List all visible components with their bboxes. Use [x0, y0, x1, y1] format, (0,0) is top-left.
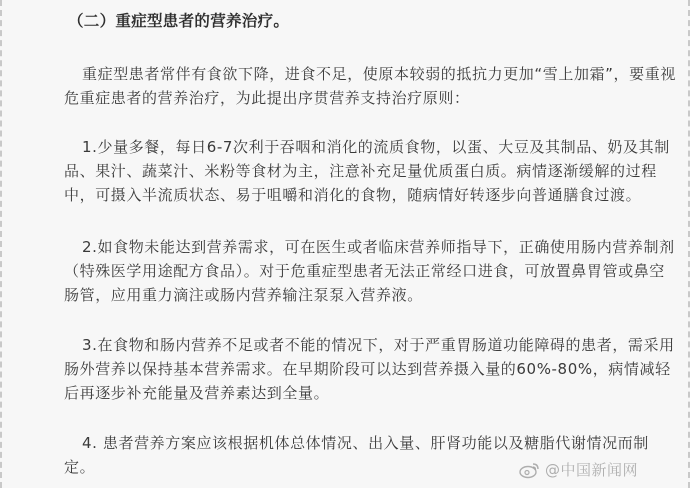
intro-paragraph	[64, 62, 676, 110]
watermark-text: @中国新闻网	[544, 461, 638, 479]
guideline-item-3	[64, 333, 676, 405]
paragraph-text: 1.少量多餐，每日6-7次利于吞咽和消化的流质食物，以蛋、大豆及其制品、奶及其制品、果汁、蔬菜汁、米粉等食材为主，注意补充足量优质蛋白质。病情逐渐缓解的过程中，可摄入半流质状态、易于咀嚼和消化的食物，随病情好转逐步向普通膳食过渡。	[64, 138, 670, 204]
weibo-logo-icon	[519, 461, 541, 479]
paragraph-text: 3.在食物和肠内营养不足或者不能的情况下，对于严重胃肠道功能障碍的患者，需采用肠外营养以保持基本营养需求。在早期阶段可以达到营养摄入量的60%-80%，病情减轻后再逐步补充能量及营养素达到全量。	[64, 336, 675, 402]
section-heading: （二）重症型患者的营养治疗。	[68, 12, 290, 30]
paragraph-text: 4. 患者营养方案应该根据机体总体情况、出入量、肝肾功能以及糖脂代谢情况而制定。	[64, 434, 649, 476]
paragraph-text: 重症型患者常伴有食欲下降，进食不足，使原本较弱的抵抗力更加“雪上加霜”，要重视危重症患者的营养治疗，为此提出序贯营养支持治疗原则：	[64, 65, 676, 107]
watermark	[519, 459, 638, 480]
guideline-item-1	[64, 135, 676, 207]
guideline-item-2	[64, 235, 676, 307]
paragraph-text: 2.如食物未能达到营养需求，可在医生或者临床营养师指导下，正确使用肠内营养制剂（特殊医学用途配方食品）。对于危重症型患者无法正常经口进食，可放置鼻胃管或鼻空肠管，应用重力滴注或肠内营养输注泵泵入营养液。	[64, 238, 675, 304]
